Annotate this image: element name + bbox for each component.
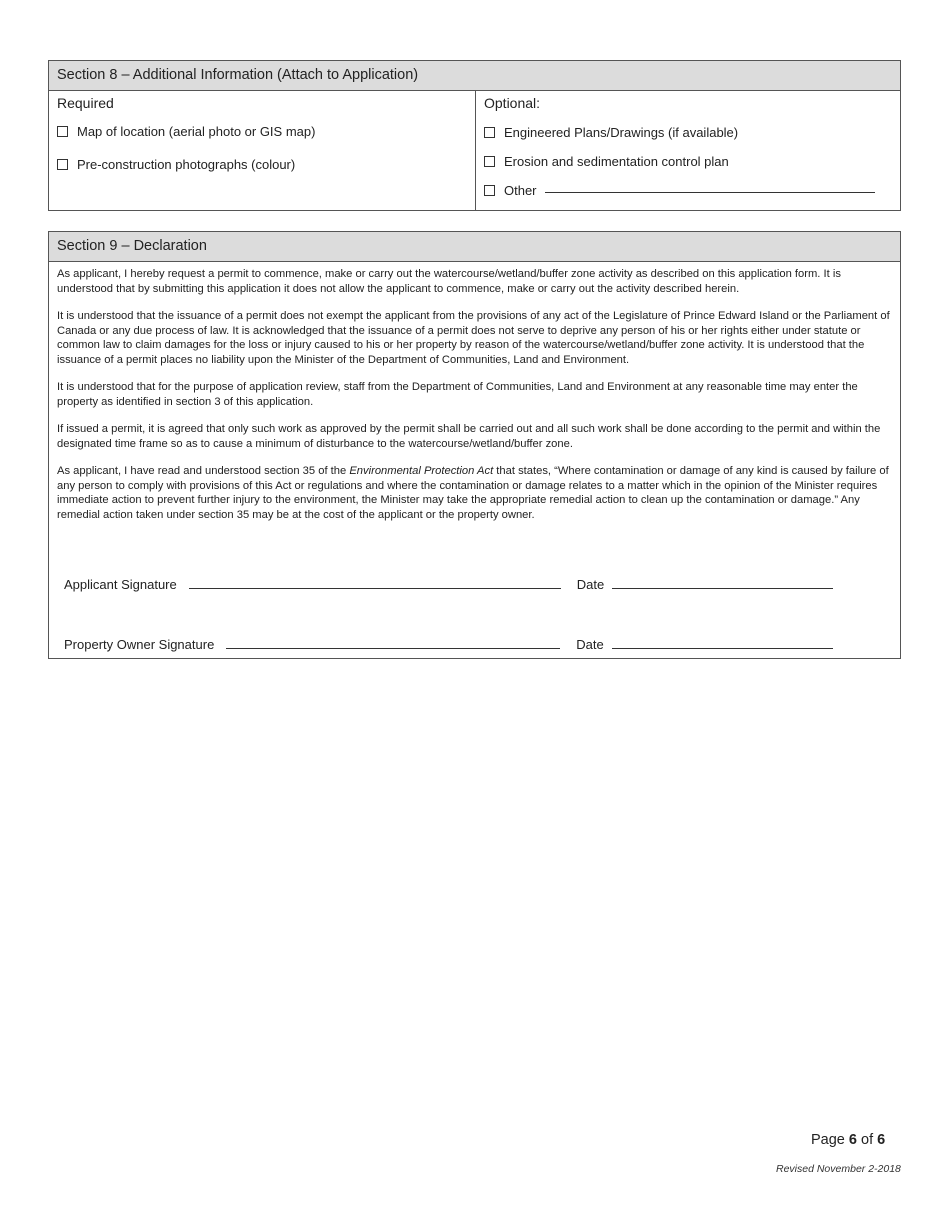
owner-date-field[interactable] [612, 647, 833, 649]
checkbox-icon[interactable] [484, 127, 495, 138]
checkbox-other[interactable] [484, 178, 892, 198]
declaration-text [49, 262, 900, 522]
required-column [49, 91, 476, 211]
declaration-paragraph: It is understood that for the purpose of application review, staff from the Department of Communities, Land and Environment at any reasonable time may enter the property as identified in section 3 of this application. [57, 381, 858, 408]
other-input-line[interactable] [545, 191, 875, 193]
owner-signature-field[interactable] [226, 647, 560, 649]
applicant-date-field[interactable] [612, 587, 833, 589]
declaration-paragraph: As applicant, I hereby request a permit to commence, make or carry out the watercourse/wetland/buffer zone activity as described on this application form. It is understood that by submitting this application it does not allow the applicant to commence, make or carry out the activity described herein. [57, 268, 841, 295]
checkbox-label: Other [504, 183, 537, 198]
applicant-signature-label: Applicant Signature [64, 577, 177, 592]
checkbox-label: Engineered Plans/Drawings (if available) [504, 125, 739, 140]
checkbox-label: Erosion and sedimentation control plan [504, 154, 729, 169]
checkbox-engineered-plans[interactable] [484, 120, 892, 140]
owner-signature-row [64, 637, 833, 652]
checkbox-label: Pre-construction photographs (colour) [77, 157, 296, 172]
checkbox-icon[interactable] [484, 185, 495, 196]
declaration-paragraph [57, 464, 892, 522]
required-title: Required [57, 95, 114, 111]
checkbox-icon[interactable] [484, 156, 495, 167]
paragraph-text: As applicant, I have read and understood section 35 of the [57, 465, 350, 477]
page-number [811, 1132, 885, 1148]
paragraph-text: that states, “Where contamination or damage of any kind is caused by failure of any person to comply with provisions of this Act or regulations and where the contamination or damage relates to a matter which in the opinion of the Minister requires immediate action to prevent further injury to the environment, the Minister may take the appropriate remedial action to clean up the contamination or damage.” Any remedial action taken under section 35 may be at the cost of the applicant or the property owner. [57, 465, 889, 521]
checkbox-pre-construction-photos[interactable] [57, 150, 467, 172]
optional-title: Optional: [484, 95, 541, 111]
section-8-columns [49, 91, 900, 211]
act-name: Environmental Protection Act [349, 465, 494, 477]
checkbox-icon[interactable] [57, 159, 68, 170]
revised-date: Revised November 2-2018 [776, 1163, 901, 1175]
applicant-signature-field[interactable] [189, 587, 561, 589]
checkbox-erosion-control-plan[interactable] [484, 149, 892, 169]
section-9 [48, 231, 901, 659]
optional-column [476, 91, 900, 211]
page-current: 6 [848, 1132, 857, 1148]
checkbox-icon[interactable] [57, 126, 68, 137]
section-9-title: Section 9 – Declaration [49, 232, 900, 262]
section-8 [48, 60, 901, 211]
applicant-signature-row [64, 577, 833, 592]
checkbox-map-of-location[interactable] [57, 117, 467, 139]
declaration-paragraph: It is understood that the issuance of a permit does not exempt the applicant from the provisions of any act of the Legislature of Prince Edward Island or the Parliament of Canada or any due process of law. It is acknowledged that the issuance of a permit does not serve to deprive any person of his or her rights either under statute or common law to claim damages for the loss or injury caused to his or her property by reason of the watercourse/wetland/buffer zone activity. It is understood that the issuance of a permit places no liability upon the Minister of the Department of Communities, Land and Environment. [57, 310, 890, 366]
section-8-title: Section 8 – Additional Information (Attach to Application) [49, 61, 900, 91]
date-label: Date [576, 637, 604, 652]
declaration-paragraph: If issued a permit, it is agreed that only such work as approved by the permit shall be carried out and all such work shall be done according to the permit and within the designated time frame so as to cause a minimum of disturbance to the watercourse/wetland/buffer zone. [57, 423, 881, 450]
owner-signature-label: Property Owner Signature [64, 637, 215, 652]
page-total: 6 [877, 1132, 886, 1148]
page-of: of [861, 1132, 874, 1148]
page-prefix: Page [811, 1132, 845, 1148]
date-label: Date [576, 577, 605, 592]
checkbox-label: Map of location (aerial photo or GIS map) [77, 124, 316, 139]
